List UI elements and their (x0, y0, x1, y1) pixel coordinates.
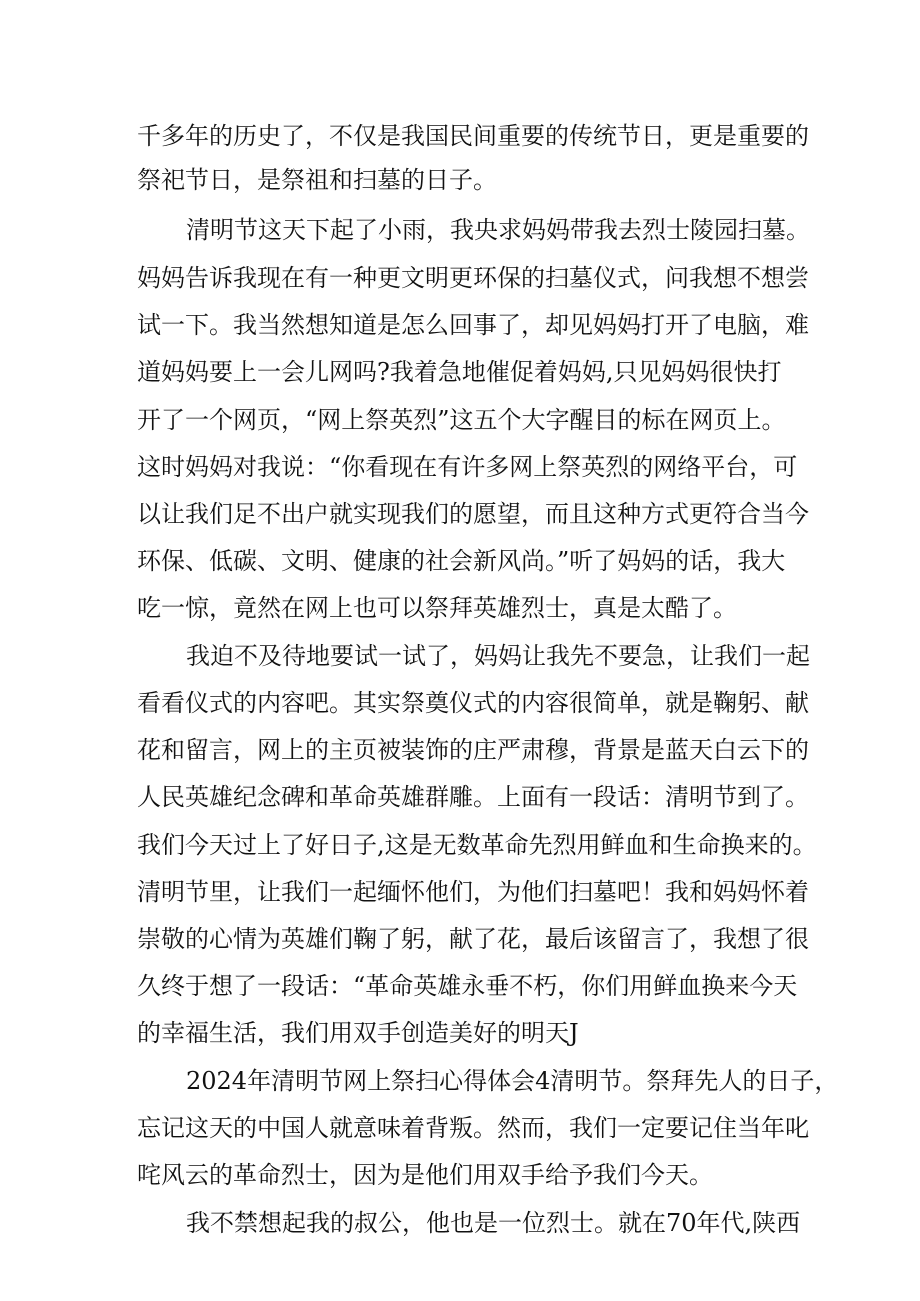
text-line: 的幸福生活，我们用双手创造美好的明天J (137, 1019, 579, 1047)
text-line: 祭祀节日，是祭祖和扫墓的日子。 (137, 166, 497, 194)
text-line: 看看仪式的内容吧。其实祭奠仪式的内容很简单，就是鞠躬、献 (137, 689, 809, 717)
text-line: 2024年清明节网上祭扫心得体会4清明节。祭拜先人的日子， (186, 1067, 839, 1095)
text-line: 开了一个网页，“网上祭英烈”这五个大字醒目的标在网页上。 (137, 406, 786, 434)
text-line: 咤风云的革命烈士，因为是他们用双手给予我们今天。 (137, 1161, 713, 1189)
text-line: 以让我们足不出户就实现我们的愿望，而且这种方式更符合当今 (137, 500, 809, 528)
text-line: 清明节这天下起了小雨，我央求妈妈带我去烈士陵园扫墓。 (186, 216, 810, 244)
text-line: 我迫不及待地要试一试了，妈妈让我先不要急，让我们一起 (186, 642, 810, 670)
text-line: 这时妈妈对我说：“你看现在有许多网上祭英烈的网络平台，可 (137, 453, 798, 481)
text-line: 吃一惊，竟然在网上也可以祭拜英雄烈士，真是太酷了。 (137, 594, 737, 622)
text-line: 千多年的历史了，不仅是我国民间重要的传统节日，更是重要的 (137, 122, 809, 150)
text-line: 道妈妈要上一会儿网吗?我着急地催促着妈妈,只见妈妈很快打 (137, 358, 782, 386)
text-line: 我们今天过上了好日子,这是无数革命先烈用鲜血和生命换来的。 (137, 831, 817, 859)
text-line: 人民英雄纪念碑和革命英雄群雕。上面有一段话：清明节到了。 (137, 783, 809, 811)
text-line: 清明节里，让我们一起缅怀他们，为他们扫墓吧！我和妈妈怀着 (137, 878, 809, 906)
text-line: 环保、低碳、文明、健康的社会新风尚。”听了妈妈的话，我大 (137, 547, 786, 575)
text-line: 久终于想了一段话：“革命英雄永垂不朽，你们用鲜血换来今天 (137, 972, 798, 1000)
text-line: 试一下。我当然想知道是怎么回事了，却见妈妈打开了电脑，难 (137, 311, 809, 339)
text-line: 花和留言，网上的主页被装饰的庄严肃穆，背景是蓝天白云下的 (137, 736, 809, 764)
text-line: 妈妈告诉我现在有一种更文明更环保的扫墓仪式，问我想不想尝 (137, 264, 809, 292)
text-line: 忘记这天的中国人就意味着背叛。然而，我们一定要记住当年叱 (137, 1114, 809, 1142)
text-line: 我不禁想起我的叔公，他也是一位烈士。就在70年代,陕西 (186, 1209, 801, 1237)
text-line: 崇敬的心情为英雄们鞠了躬，献了花，最后该留言了，我想了很 (137, 925, 809, 953)
